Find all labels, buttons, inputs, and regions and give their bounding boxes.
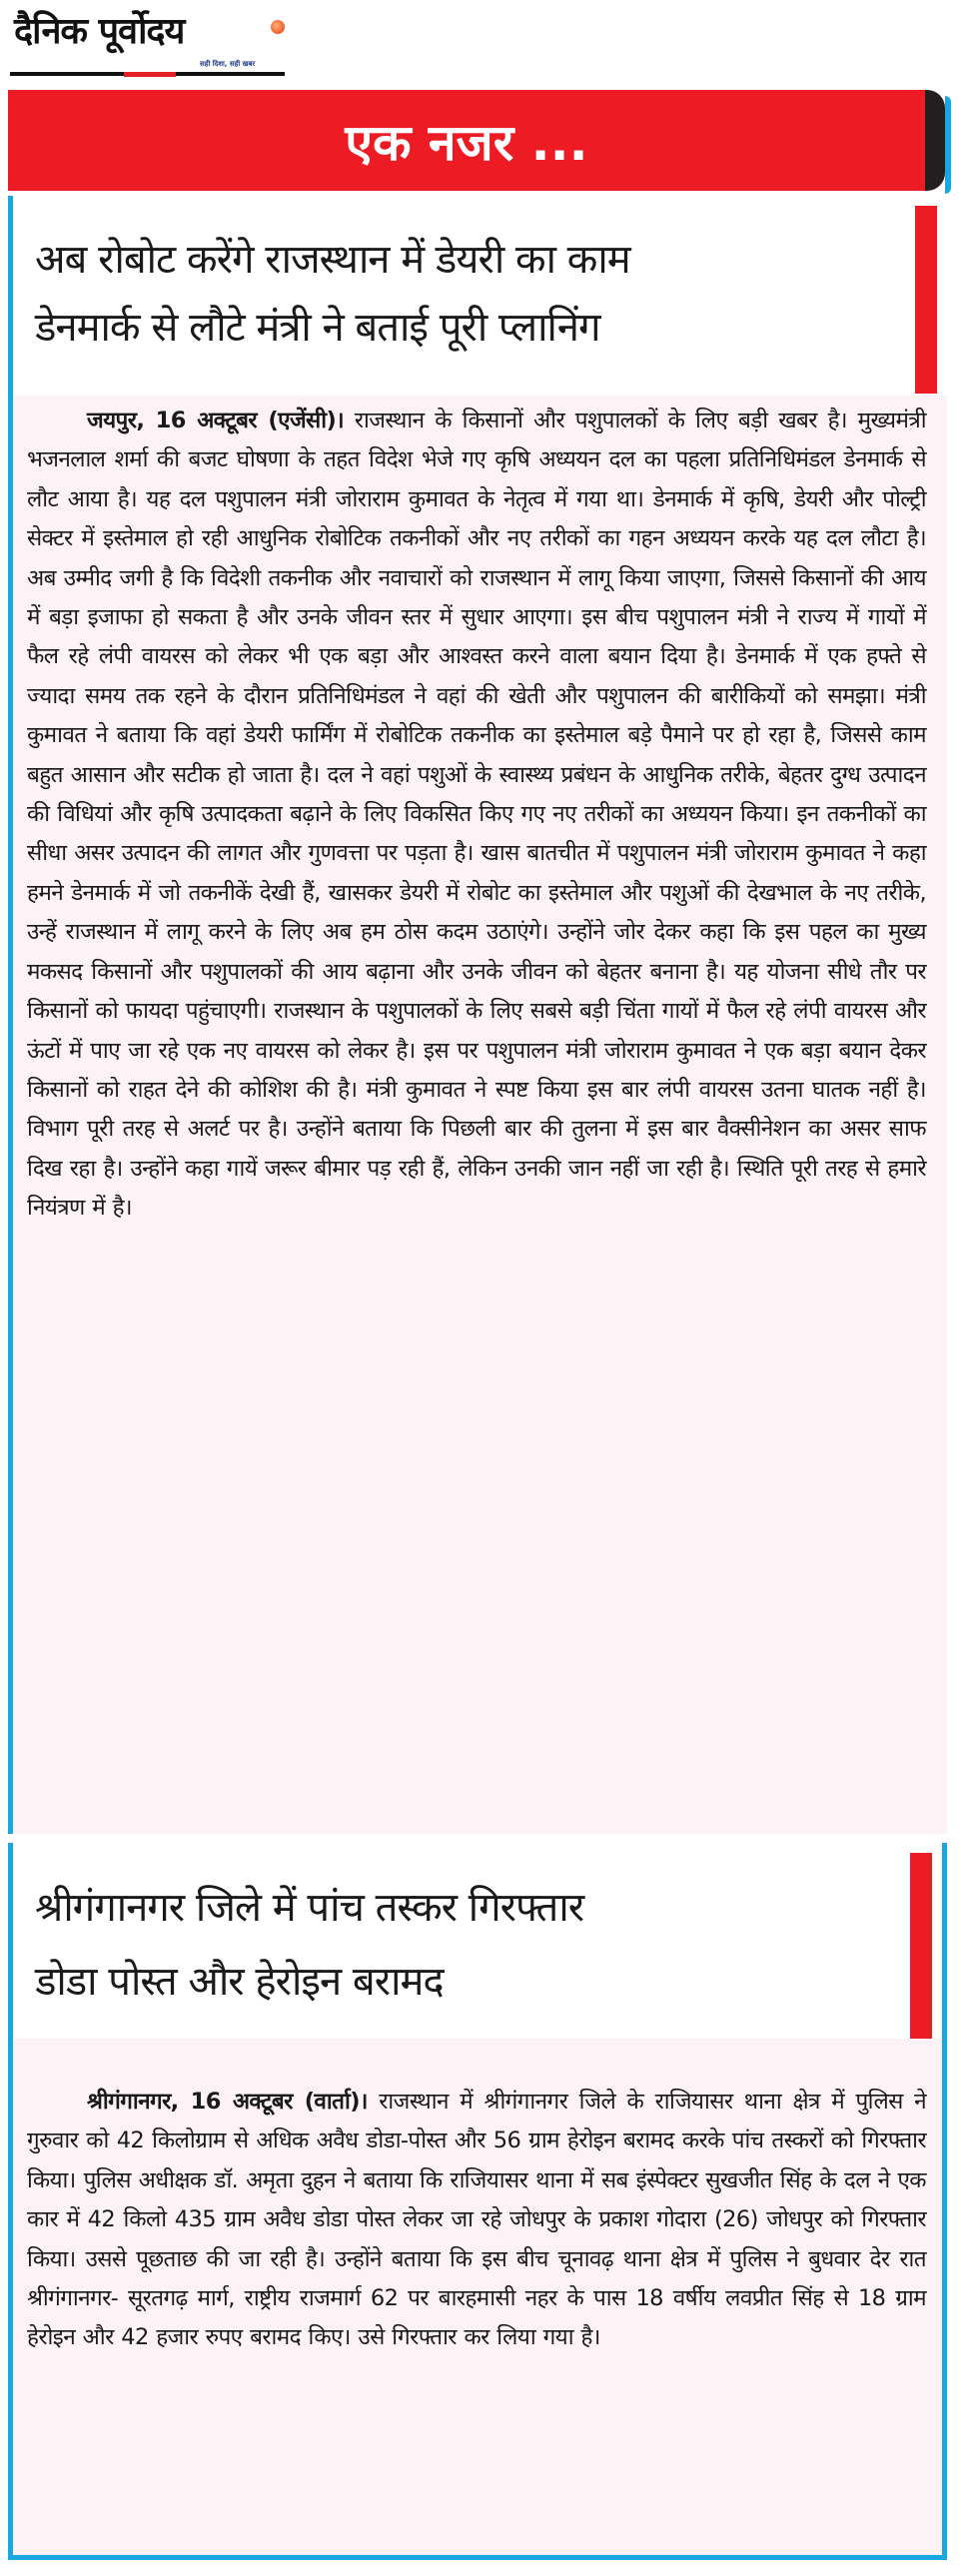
newspaper-logo-title: दैनिक पूर्वोदय — [14, 11, 185, 52]
section-banner — [8, 90, 945, 191]
news-story — [8, 1843, 947, 2560]
story-headline-box — [13, 198, 947, 396]
newspaper-tagline: सही दिशा, सही खबर — [200, 60, 256, 68]
story-headline-box — [13, 1853, 942, 2039]
headline-line: श्रीगंगानगर जिले में पांच तस्कर गिरफ्तार — [35, 1885, 584, 1931]
story-body-text: राजस्थान के किसानों और पशुपालकों के लिए बड़ी खबर है। मुख्यमंत्री भजनलाल शर्मा की बजट घोषणा के तहत विदेश भेजे गए कृषि अध्ययन दल का पहला प्रतिनिधिमंडल डेनमार्क से लौट आया है। यह दल पशुपालन मंत्री जोराराम कुमावत के नेतृत्व में गया था। डेनमार्क में कृषि, डेयरी और पोल्ट्री सेक्टर में इस्तेमाल हो रही आधुनिक रोबोटिक तकनीकों और नए तरीकों का गहन अध्ययन करके यह दल लौटा है। अब उम्मीद जगी है कि विदेशी तकनीक और नवाचारों को राजस्थान में लागू किया जाएगा, जिससे किसानों की आय में बड़ा इजाफा हो सकता है और उनके जीवन स्तर में सुधार आएगा। इस बीच पशुपालन मंत्री ने राज्य में गायों में फैल रहे लंपी वायरस को लेकर भी एक बड़ा और आश्वस्त करने वाला बयान दिया है। डेनमार्क में एक हफ्ते से ज्यादा समय तक रहने के दौरान प्रतिनिधिमंडल ने वहां की खेती और पशुपालन की बारीकियों को समझा। मंत्री कुमावत ने बताया कि वहां डेयरी फार्मिंग में रोबोटिक तकनीक का इस्तेमाल बड़े पैमाने पर हो रहा है, जिससे काम बहुत आसान और सटीक हो जाता है। दल ने वहां पशुओं के स्वास्थ्य प्रबंधन के आधुनिक तरीके, बेहतर दुग्ध उत्पादन की विधियां और कृषि उत्पादकता बढ़ाने के लिए विकसित किए गए नए तरीकों का अध्ययन किया। इन तकनीकों का सीधा असर उत्पादन की लागत और गुणवत्ता पर पड़ता है। खास बातचीत में पशुपालन मंत्री जोराराम कुमावत ने कहा हमने डेनमार्क में जो तकनीकें देखी हैं, खासकर डेयरी में रोबोट का इस्तेमाल और पशुओं की देखभाल के नए तरीके, उन्हें राजस्थान में लागू करने के लिए अब हम ठोस कदम उठाएंगे। उन्होंने जोर देकर कहा कि इस पहल का मुख्य मकसद किसानों और पशुपालकों की आय बढ़ाना और उनके जीवन को बेहतर बनाना है। यह योजना सीधे तौर पर किसानों को फायदा पहुंचाएगी। राजस्थान के पशुपालकों के लिए सबसे बड़ी चिंता गायों में फैल रहे लंपी वायरस और ऊंटों में पाए जा रहे एक नए वायरस को लेकर है। इस पर पशुपालन मंत्री जोराराम कुमावत ने एक बड़ा बयान देकर किसानों को राहत देने की कोशिश की है। मंत्री कुमावत ने स्पष्ट किया इस बार लंपी वायरस उतना घातक नहीं है। विभाग पूरी तरह से अलर्ट पर है। उन्होंने बताया कि पिछली बार की तुलना में इस बार वैक्सीनेशन का असर साफ दिख रहा है। उन्होंने कहा गायें जरूर बीमार पड़ रही हैं, लेकिन उनकी जान नहीं जा रही है। स्थिति पूरी तरह से हमारे नियंत्रण में है। — [27, 408, 926, 1222]
banner-edge-decoration — [945, 96, 951, 194]
story-dateline: श्रीगंगानगर, 16 अक्टूबर (वार्ता)। — [87, 2089, 368, 2115]
sun-icon — [271, 20, 285, 34]
story-body-box — [13, 2039, 942, 2555]
headline-line: डोडा पोस्त और हेरोइन बरामद — [35, 1959, 444, 2005]
banner-shade-decoration — [925, 90, 945, 191]
headline-accent-bar — [910, 1853, 932, 2041]
headline-accent-bar — [915, 206, 937, 394]
story-headline — [35, 226, 864, 362]
story-headline — [35, 1871, 864, 2019]
story-body-text: राजस्थान में श्रीगंगानगर जिले के राजियासर थाना क्षेत्र में पुलिस ने गुरुवार को 42 किलोग्राम से अधिक अवैध डोडा-पोस्त और 56 ग्राम हेरोइन बरामद करके पांच तस्करों को गिरफ्तार किया। पुलिस अधीक्षक डॉ. अमृता दुहन ने बताया कि राजियासर थाना में सब इंस्पेक्टर सुखजीत सिंह के दल ने एक कार में 42 किलो 435 ग्राम अवैध डोडा पोस्त लेकर जा रहे जोधपुर के प्रकाश गोदारा (26) जोधपुर को गिरफ्तार किया। उससे पूछताछ की जा रही है। उन्होंने बताया कि इस बीच चूनावढ़ थाना क्षेत्र में पुलिस ने बुधवार देर रात श्रीगंगानगर- सूरतगढ़ मार्ग, राष्ट्रीय राजमार्ग 62 पर बारहमासी नहर के पास 18 वर्षीय लवप्रीत सिंह से 18 ग्राम हेरोइन और 42 हजार रुपए बरामद किए। उसे गिरफ्तार कर लिया गया है। — [27, 2089, 926, 2351]
story-dateline: जयपुर, 16 अक्टूबर (एजेंसी)। — [87, 408, 345, 433]
story-body-box — [13, 396, 947, 1834]
headline-line: डेनमार्क से लौटे मंत्री ने बताई पूरी प्लानिंग — [35, 305, 600, 351]
news-story — [8, 196, 947, 1834]
masthead-badge — [124, 72, 176, 77]
headline-line: अब रोबोट करेंगे राजस्थान में डेयरी का काम — [35, 237, 630, 283]
story-body — [27, 402, 926, 1229]
section-banner-title: एक नजर ... — [345, 113, 588, 172]
story-body — [27, 2083, 926, 2358]
masthead — [10, 8, 290, 80]
